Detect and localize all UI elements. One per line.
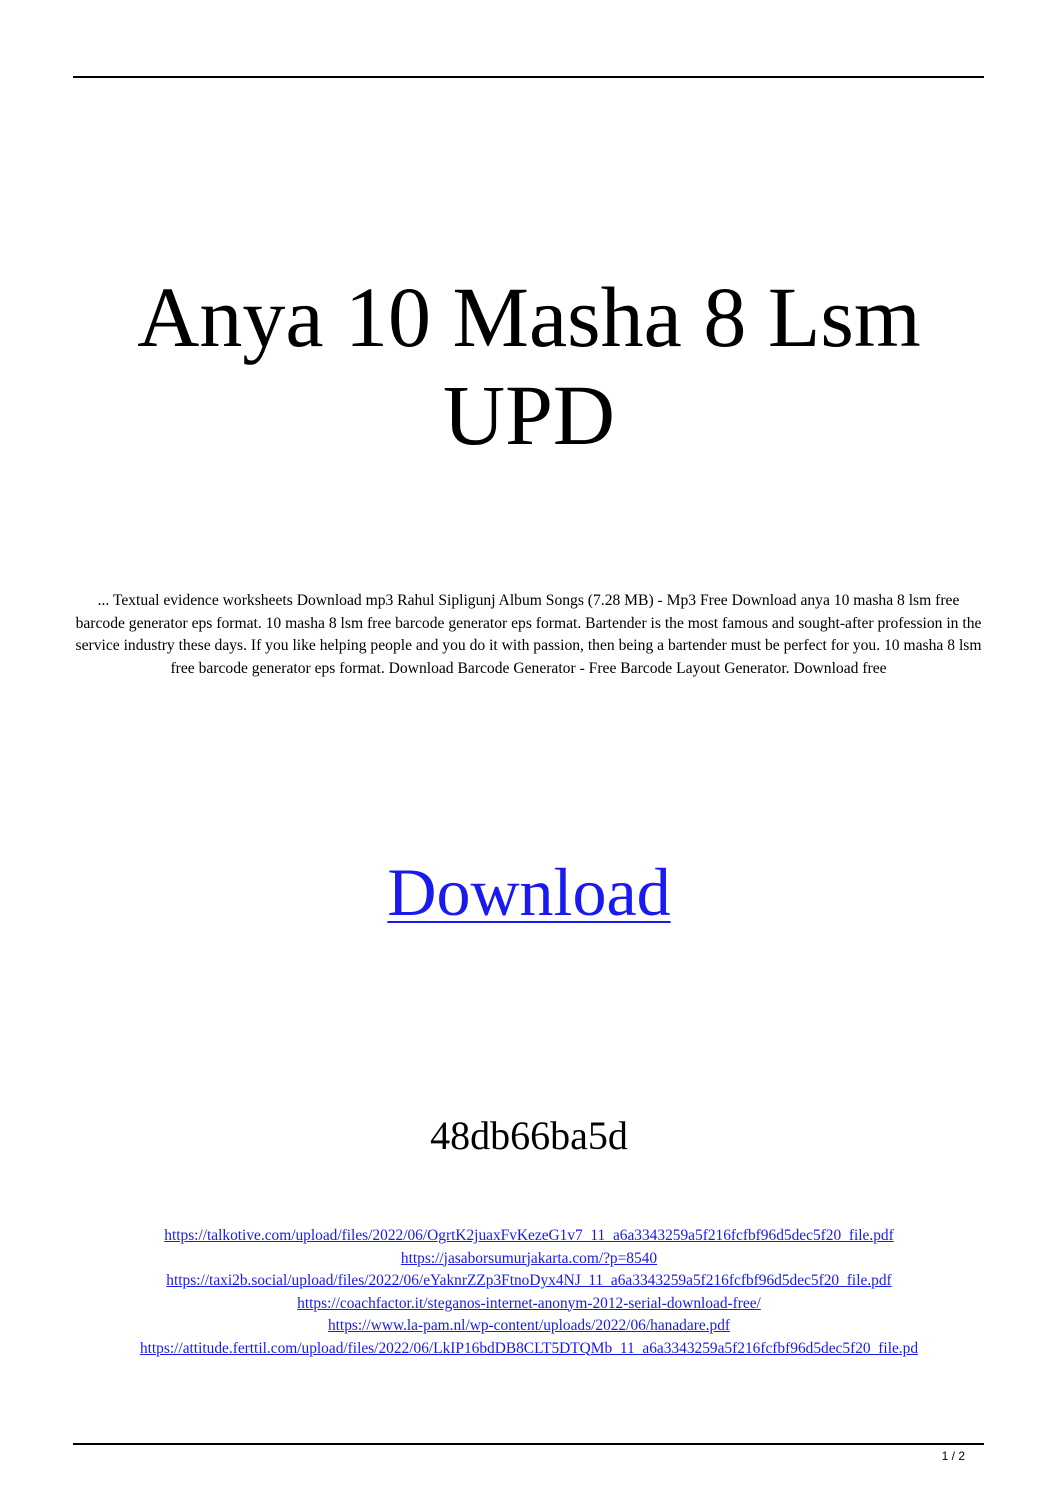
list-item	[40, 1315, 1018, 1338]
document-title	[40, 268, 1018, 464]
link-item-1[interactable]: https://talkotive.com/upload/files/2022/06/OgrtK2juaxFvKezeG1v7_11_a6a3343259a5f216fcfbf96d5dec5f20_file.pdf	[164, 1227, 894, 1244]
title-line-1: Anya 10 Masha 8 Lsm	[137, 269, 921, 365]
page-number: 1 / 2	[941, 1449, 965, 1463]
link-item-6[interactable]: https://attitude.ferttil.com/upload/files/2022/06/LkIP16bdDB8CLT5DTQMb_11_a6a3343259a5f216fcfbf96d5dec5f20_file.pd	[139, 1339, 919, 1357]
link-item-2[interactable]: https://jasaborsumurjakarta.com/?p=8540	[400, 1249, 658, 1267]
body-paragraph: ... Textual evidence worksheets Download mp3 Rahul Sipligunj Album Songs (7.28 MB) - Mp3 Free Download anya 10 masha 8 lsm free barcode generator eps format. 10 masha 8 lsm free barcode generator eps format. Bartender is the most famous and sought-after profession in the service industry these days. If you like helping people and you do it with passion, then being a bartender must be perfect for you. 10 masha 8 lsm free barcode generator eps format. Download Barcode Generator - Free Barcode Layout Generator. Download free	[75, 592, 982, 677]
link-list	[40, 1225, 1018, 1360]
list-item	[40, 1293, 1018, 1316]
list-item	[40, 1338, 1018, 1361]
link-item-3[interactable]: https://taxi2b.social/upload/files/2022/06/eYaknrZZp3FtnoDyx4NJ_11_a6a3343259a5f216fcfbf96d5dec5f20_file.pdf	[166, 1272, 892, 1289]
header-rule	[73, 76, 984, 78]
link-item-5[interactable]: https://www.la-pam.nl/wp-content/uploads/2022/06/hanadare.pdf	[327, 1317, 731, 1334]
list-item	[40, 1270, 1018, 1293]
list-item	[40, 1248, 1018, 1271]
hash-code: 48db66ba5d	[430, 1113, 628, 1158]
list-item	[40, 1225, 1018, 1248]
link-item-4[interactable]: https://coachfactor.it/steganos-internet-anonym-2012-serial-download-free/	[297, 1294, 761, 1312]
title-line-2: UPD	[442, 367, 616, 463]
footer-rule	[73, 1443, 984, 1445]
download-link[interactable]: Download	[387, 854, 671, 930]
